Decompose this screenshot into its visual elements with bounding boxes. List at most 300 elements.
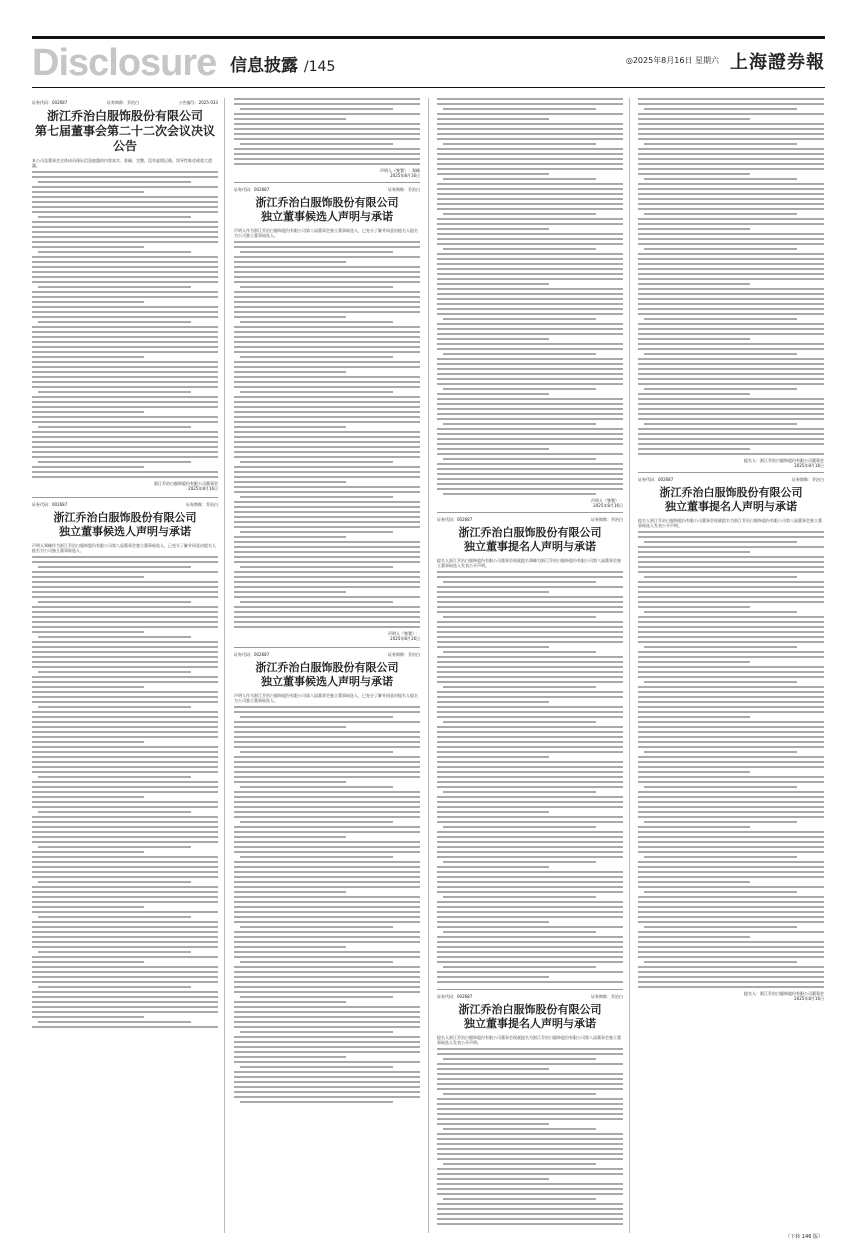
text-line xyxy=(32,801,218,803)
text-line xyxy=(638,631,824,633)
sign-date: 2025年8月16日 xyxy=(794,463,824,468)
text-line xyxy=(32,596,218,598)
text-line xyxy=(437,1173,623,1175)
text-line xyxy=(234,346,420,348)
text-line xyxy=(32,611,218,613)
text-line xyxy=(234,128,420,130)
text-line xyxy=(437,1133,623,1135)
text-line xyxy=(234,796,420,798)
announcement-meta xyxy=(234,652,420,658)
text-line xyxy=(437,971,623,973)
text-line xyxy=(32,866,218,868)
text-line xyxy=(638,358,824,360)
divider xyxy=(638,472,824,473)
text-line xyxy=(234,806,420,808)
text-line xyxy=(437,1218,623,1220)
text-line xyxy=(638,343,824,345)
text-line xyxy=(437,263,623,265)
text-line xyxy=(638,916,824,918)
text-line xyxy=(437,661,623,663)
text-line xyxy=(638,876,824,878)
text-line xyxy=(638,936,750,938)
text-line xyxy=(437,766,623,768)
text-line xyxy=(234,826,420,828)
text-line xyxy=(437,368,623,370)
text-line xyxy=(443,931,596,933)
text-line xyxy=(437,1208,623,1210)
text-line xyxy=(638,531,824,533)
text-line xyxy=(437,976,549,978)
text-line xyxy=(638,626,824,628)
text-line xyxy=(234,241,420,243)
text-line xyxy=(638,841,824,843)
title-subject: 第七届董事会第二十二次会议决议公告 xyxy=(34,124,215,153)
text-line xyxy=(638,906,824,908)
text-line xyxy=(437,1178,549,1180)
text-line xyxy=(32,676,218,678)
title-company: 浙江乔治白服饰股份有限公司 xyxy=(255,196,399,209)
text-line xyxy=(638,831,824,833)
text-line xyxy=(437,776,623,778)
text-line xyxy=(437,856,623,858)
stock-code: 证券代码：002687 xyxy=(437,994,473,999)
text-line xyxy=(638,966,824,968)
text-line xyxy=(32,201,218,203)
text-line xyxy=(437,473,623,475)
announcement xyxy=(234,187,420,641)
text-line xyxy=(234,781,346,783)
text-line xyxy=(32,1016,144,1018)
text-line xyxy=(437,148,623,150)
text-line xyxy=(638,951,824,953)
text-line xyxy=(38,426,191,428)
text-line xyxy=(437,123,623,125)
text-line xyxy=(234,341,420,343)
text-line xyxy=(638,368,824,370)
text-line xyxy=(437,278,623,280)
text-line xyxy=(437,253,623,255)
text-line xyxy=(234,506,420,508)
text-line xyxy=(638,98,824,100)
text-line xyxy=(234,446,420,448)
text-line xyxy=(32,931,218,933)
text-line xyxy=(32,371,218,373)
text-line xyxy=(240,391,393,393)
text-line xyxy=(638,596,824,598)
text-line xyxy=(638,771,750,773)
text-line xyxy=(32,266,218,268)
text-line xyxy=(38,881,191,883)
text-line xyxy=(234,991,420,993)
text-line xyxy=(32,466,144,468)
title-subject: 独立董事候选人声明与承诺 xyxy=(59,525,191,538)
text-line xyxy=(32,1001,218,1003)
text-line xyxy=(437,358,623,360)
text-line xyxy=(437,806,623,808)
column-rule xyxy=(629,98,630,1233)
stock-code: 证券代码：002687 xyxy=(437,517,473,522)
text-line xyxy=(644,178,797,180)
divider xyxy=(234,647,420,648)
text-line xyxy=(638,218,824,220)
text-line xyxy=(638,881,750,883)
text-line xyxy=(234,521,420,523)
text-line xyxy=(638,836,824,838)
text-line xyxy=(638,666,824,668)
text-line xyxy=(443,1198,596,1200)
text-line xyxy=(437,1183,623,1185)
text-line xyxy=(234,381,420,383)
text-line xyxy=(32,261,218,263)
text-line xyxy=(437,478,623,480)
text-line xyxy=(234,1001,346,1003)
text-line xyxy=(32,646,218,648)
text-line xyxy=(443,1128,596,1130)
text-line xyxy=(234,153,420,155)
text-line xyxy=(638,811,824,813)
text-line xyxy=(32,606,218,608)
text-line xyxy=(234,103,420,105)
text-line xyxy=(234,621,420,623)
text-line xyxy=(234,906,420,908)
text-line xyxy=(443,1093,596,1095)
text-line xyxy=(638,333,824,335)
text-line xyxy=(437,886,623,888)
text-line xyxy=(437,203,623,205)
announcement-title xyxy=(437,526,623,554)
text-line xyxy=(32,276,218,278)
text-line xyxy=(638,163,824,165)
text-line xyxy=(638,103,824,105)
text-line xyxy=(437,711,623,713)
stock-code: 证券代码：002687 xyxy=(638,477,674,482)
text-line xyxy=(437,821,623,823)
text-line xyxy=(234,118,346,120)
announcement xyxy=(437,994,623,1225)
text-line xyxy=(38,916,191,918)
text-line xyxy=(234,551,420,553)
title-subject: 独立董事提名人声明与承诺 xyxy=(464,1017,596,1030)
text-line xyxy=(437,1073,623,1075)
text-line xyxy=(234,1091,420,1093)
text-line xyxy=(437,1103,623,1105)
stock-code: 证券代码：002687 xyxy=(234,652,270,657)
text-line xyxy=(32,586,218,588)
text-line xyxy=(437,293,623,295)
text-line xyxy=(437,433,623,435)
text-line xyxy=(32,571,218,573)
text-line xyxy=(32,661,218,663)
text-line xyxy=(437,418,623,420)
text-line xyxy=(638,208,824,210)
announcement-notice: 提名人浙江乔治白服饰股份有限公司董事会现就提名为浙江乔治白服饰股份有限公司第八届董事会独立董事候选人发表公开声明。 xyxy=(437,1035,621,1045)
text-line xyxy=(437,98,623,100)
text-line xyxy=(443,1058,596,1060)
text-line xyxy=(437,746,623,748)
text-line xyxy=(644,353,797,355)
text-line xyxy=(240,1101,393,1103)
text-line xyxy=(437,228,549,230)
page-header xyxy=(32,36,825,88)
text-line xyxy=(437,671,623,673)
text-line xyxy=(234,1051,420,1053)
title-company: 浙江乔治白服饰股份有限公司 xyxy=(458,526,602,539)
title-subject: 独立董事候选人声明与承诺 xyxy=(261,210,393,223)
text-line xyxy=(437,576,623,578)
text-line xyxy=(638,641,824,643)
announcement xyxy=(32,100,218,491)
text-line xyxy=(234,1056,346,1058)
text-line xyxy=(437,611,623,613)
text-line xyxy=(32,456,218,458)
text-line xyxy=(234,316,346,318)
text-line xyxy=(638,971,824,973)
text-line xyxy=(240,961,393,963)
text-line xyxy=(240,926,393,928)
text-line xyxy=(437,1078,623,1080)
text-line xyxy=(32,556,218,558)
text-line xyxy=(234,1081,420,1083)
text-line xyxy=(443,826,596,828)
text-line xyxy=(437,1123,549,1125)
text-line xyxy=(38,181,191,183)
text-line xyxy=(240,1066,393,1068)
text-line xyxy=(437,1098,623,1100)
text-line xyxy=(32,886,218,888)
text-line xyxy=(240,356,393,358)
text-line xyxy=(638,911,824,913)
title-company: 浙江乔治白服饰股份有限公司 xyxy=(255,661,399,674)
text-line xyxy=(437,691,623,693)
text-line xyxy=(437,128,623,130)
text-line xyxy=(437,571,623,573)
text-line xyxy=(638,561,824,563)
text-line xyxy=(437,876,623,878)
text-line xyxy=(32,471,218,473)
text-line xyxy=(437,1153,623,1155)
text-line xyxy=(32,976,218,978)
text-line xyxy=(32,346,218,348)
text-line xyxy=(234,331,420,333)
text-line xyxy=(234,471,420,473)
text-line xyxy=(638,661,750,663)
text-line xyxy=(644,821,797,823)
text-line xyxy=(32,691,218,693)
text-line xyxy=(234,966,420,968)
text-line xyxy=(240,143,393,145)
text-line xyxy=(32,781,218,783)
column-4 xyxy=(638,98,824,1233)
text-line xyxy=(638,801,824,803)
text-line xyxy=(437,158,623,160)
text-line xyxy=(644,143,797,145)
text-line xyxy=(443,721,596,723)
text-line xyxy=(437,373,623,375)
text-line xyxy=(437,323,623,325)
text-line xyxy=(32,856,218,858)
text-line xyxy=(234,761,420,763)
text-line xyxy=(437,781,623,783)
text-line xyxy=(437,586,623,588)
text-line xyxy=(638,438,824,440)
stock-abbr: 证券简称：乔治白 xyxy=(388,187,420,192)
text-line xyxy=(437,383,623,385)
text-line xyxy=(644,751,797,753)
text-line xyxy=(234,951,420,953)
text-line xyxy=(32,716,218,718)
text-line xyxy=(638,581,824,583)
text-line xyxy=(638,233,824,235)
text-line xyxy=(638,308,824,310)
text-line xyxy=(234,941,420,943)
text-line xyxy=(234,133,420,135)
divider xyxy=(437,512,623,513)
text-line xyxy=(644,541,797,543)
text-line xyxy=(32,1026,218,1028)
text-line xyxy=(638,123,824,125)
text-line xyxy=(443,108,596,110)
sign-date: 2025年8月16日 xyxy=(188,486,218,491)
text-line xyxy=(32,561,218,563)
text-line xyxy=(234,971,420,973)
text-line xyxy=(234,371,346,373)
divider xyxy=(32,497,218,498)
announcement-meta xyxy=(32,502,218,508)
text-line xyxy=(644,681,797,683)
text-line xyxy=(32,281,218,283)
text-line xyxy=(443,896,596,898)
text-line xyxy=(638,946,824,948)
divider xyxy=(437,989,623,990)
text-line xyxy=(638,273,824,275)
text-line xyxy=(437,1138,623,1140)
text-line xyxy=(437,836,623,838)
text-line xyxy=(32,326,218,328)
text-line xyxy=(638,193,824,195)
text-line xyxy=(234,916,420,918)
text-line xyxy=(234,876,420,878)
text-line xyxy=(234,911,420,913)
text-line xyxy=(234,501,420,503)
text-line xyxy=(638,278,824,280)
text-line xyxy=(638,113,824,115)
text-line xyxy=(437,761,623,763)
text-line xyxy=(638,288,824,290)
text-line xyxy=(32,806,218,808)
text-line xyxy=(638,203,824,205)
text-line xyxy=(234,576,420,578)
sign-date: 2025年8月16日 xyxy=(390,173,420,178)
text-line xyxy=(32,871,218,873)
text-line xyxy=(234,361,420,363)
text-line xyxy=(437,223,623,225)
body-text xyxy=(437,571,623,1008)
text-line xyxy=(443,791,596,793)
text-line xyxy=(437,258,623,260)
text-line xyxy=(234,516,420,518)
text-line xyxy=(32,656,218,658)
text-line xyxy=(437,811,549,813)
text-line xyxy=(234,981,420,983)
text-line xyxy=(234,591,346,593)
announcement xyxy=(638,477,824,1001)
text-line xyxy=(638,591,824,593)
text-line xyxy=(32,911,218,913)
text-line xyxy=(638,551,750,553)
text-line xyxy=(32,861,218,863)
text-line xyxy=(32,451,218,453)
text-line xyxy=(443,213,596,215)
text-line xyxy=(240,996,393,998)
text-line xyxy=(32,921,218,923)
text-line xyxy=(437,1048,623,1050)
text-line xyxy=(437,328,623,330)
text-line xyxy=(437,771,623,773)
text-line xyxy=(240,108,393,110)
text-line xyxy=(437,936,623,938)
text-line xyxy=(38,286,191,288)
text-line xyxy=(638,383,824,385)
text-line xyxy=(234,526,420,528)
text-line xyxy=(437,198,623,200)
text-line xyxy=(437,443,623,445)
text-line xyxy=(437,696,623,698)
text-line xyxy=(638,363,824,365)
stock-code: 证券代码：002687 xyxy=(234,187,270,192)
text-line xyxy=(234,811,420,813)
text-line xyxy=(437,153,623,155)
text-line xyxy=(32,191,144,193)
text-line xyxy=(638,413,824,415)
text-line xyxy=(437,961,623,963)
text-line xyxy=(240,566,393,568)
text-line xyxy=(32,291,218,293)
text-line xyxy=(234,936,420,938)
text-line xyxy=(32,356,144,358)
text-line xyxy=(32,306,218,308)
text-line xyxy=(644,926,797,928)
text-line xyxy=(443,458,596,460)
text-line xyxy=(32,771,218,773)
text-line xyxy=(32,936,218,938)
text-line xyxy=(234,436,420,438)
text-line xyxy=(644,388,797,390)
signer: 提名人：浙江乔治白服饰股份有限公司董事会 xyxy=(744,458,824,463)
text-line xyxy=(234,1071,420,1073)
text-line xyxy=(38,951,191,953)
text-line xyxy=(234,606,420,608)
sign-date: 2025年8月16日 xyxy=(593,503,623,508)
text-line xyxy=(437,1053,623,1055)
announcement-meta xyxy=(437,994,623,1000)
announcement-no: 公告编号：2025-033 xyxy=(178,100,218,105)
text-line xyxy=(234,886,420,888)
text-line xyxy=(437,1193,623,1195)
text-line xyxy=(32,361,218,363)
text-line xyxy=(437,208,623,210)
sign-date: 2025年8月16日 xyxy=(390,636,420,641)
text-line xyxy=(240,321,393,323)
text-line xyxy=(234,98,420,100)
text-line xyxy=(234,721,420,723)
text-line xyxy=(32,311,218,313)
text-line xyxy=(38,671,191,673)
text-line xyxy=(32,241,218,243)
text-line xyxy=(638,706,824,708)
text-line xyxy=(437,741,623,743)
text-line xyxy=(234,801,420,803)
text-line xyxy=(234,1086,420,1088)
